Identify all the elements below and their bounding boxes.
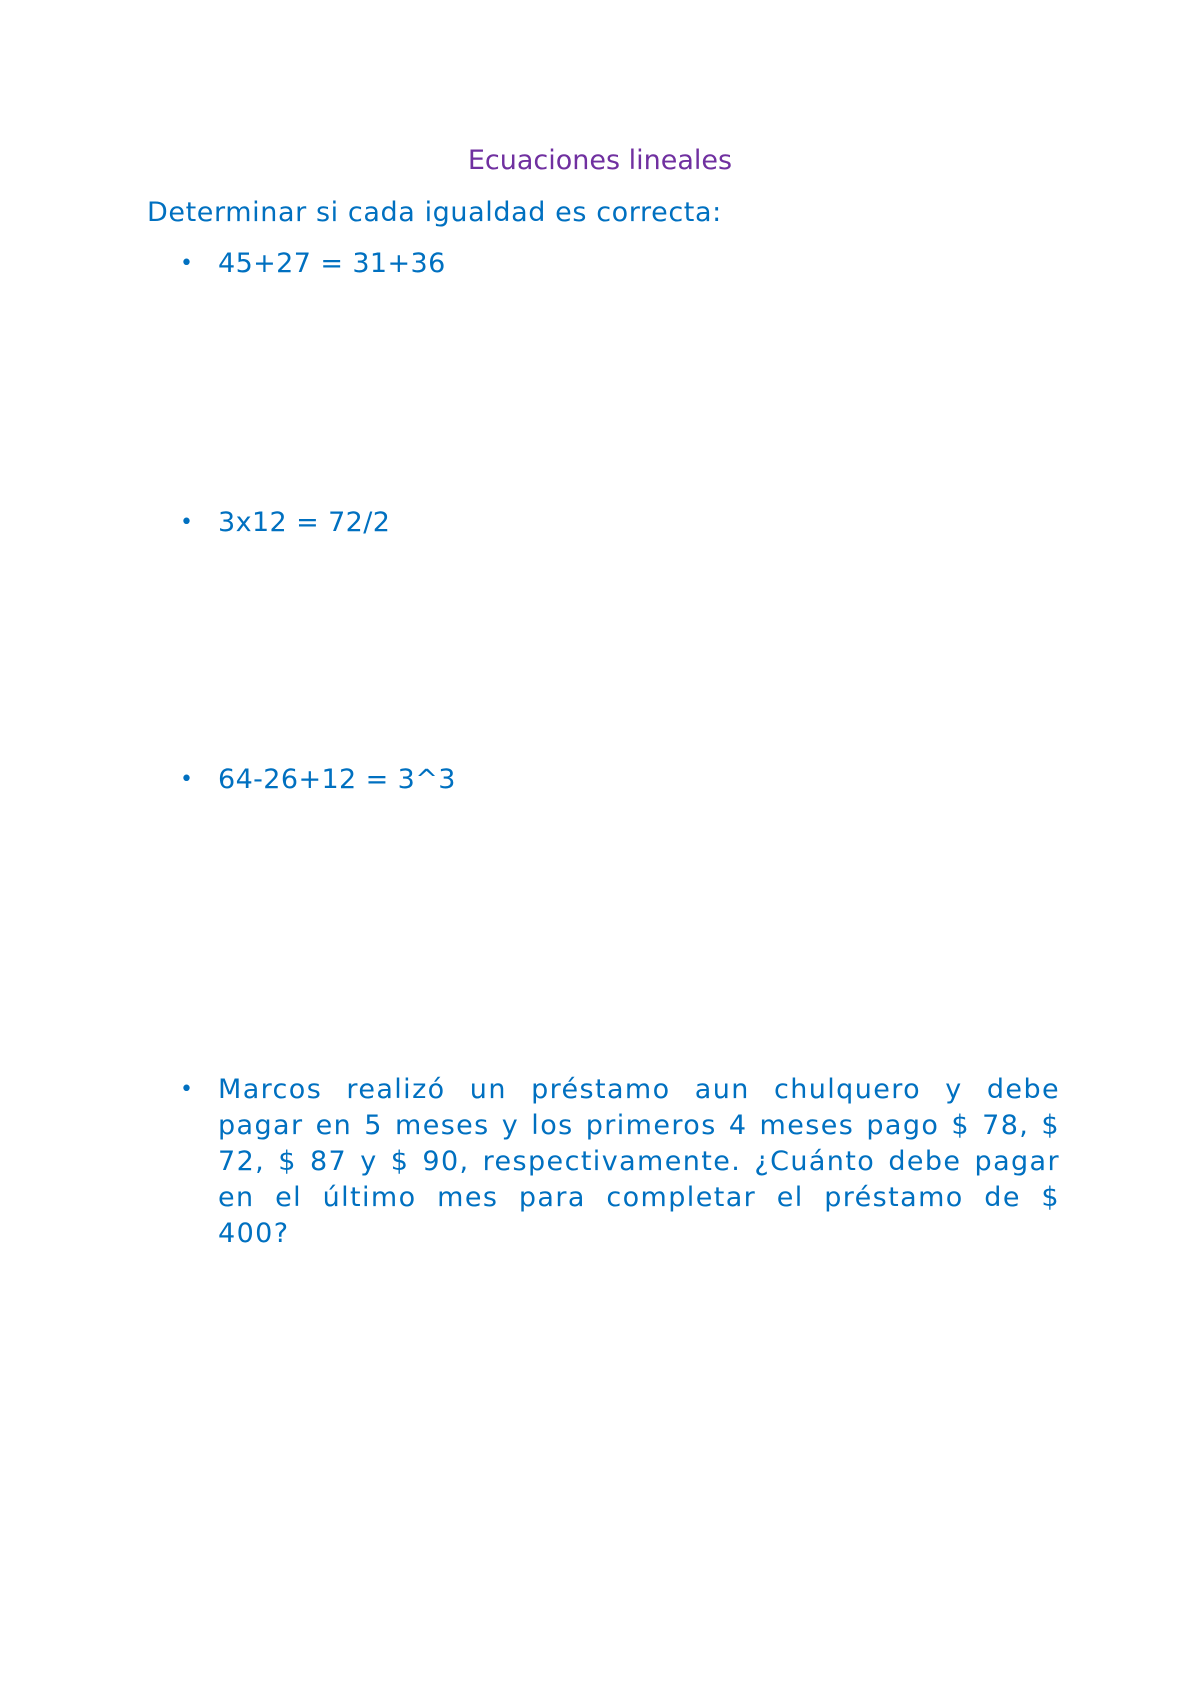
list-item <box>180 762 1060 798</box>
equation-text: 45+27 = 31+36 <box>218 248 446 279</box>
list-item <box>180 505 1060 541</box>
bullet-icon: • <box>180 767 193 792</box>
instruction-text: Determinar si cada igualdad es correcta: <box>147 197 722 228</box>
bullet-icon: • <box>180 251 193 276</box>
equation-text: 64-26+12 = 3^3 <box>218 764 456 795</box>
word-problem-text: Marcos realizó un préstamo aun chulquero y debe pagar en 5 meses y los primeros 4 meses pago $ 78, $ 72, $ 87 y $ 90, respectivamente. ¿Cuánto debe pagar en el último mes para completar el préstamo de $ 400? <box>218 1074 1060 1249</box>
list-item <box>180 246 1060 282</box>
list-item <box>180 1072 1060 1252</box>
bullet-icon: • <box>180 510 193 535</box>
document-title: Ecuaciones lineales <box>467 145 733 176</box>
bullet-icon: • <box>180 1077 193 1102</box>
equation-text: 3x12 = 72/2 <box>218 507 391 538</box>
